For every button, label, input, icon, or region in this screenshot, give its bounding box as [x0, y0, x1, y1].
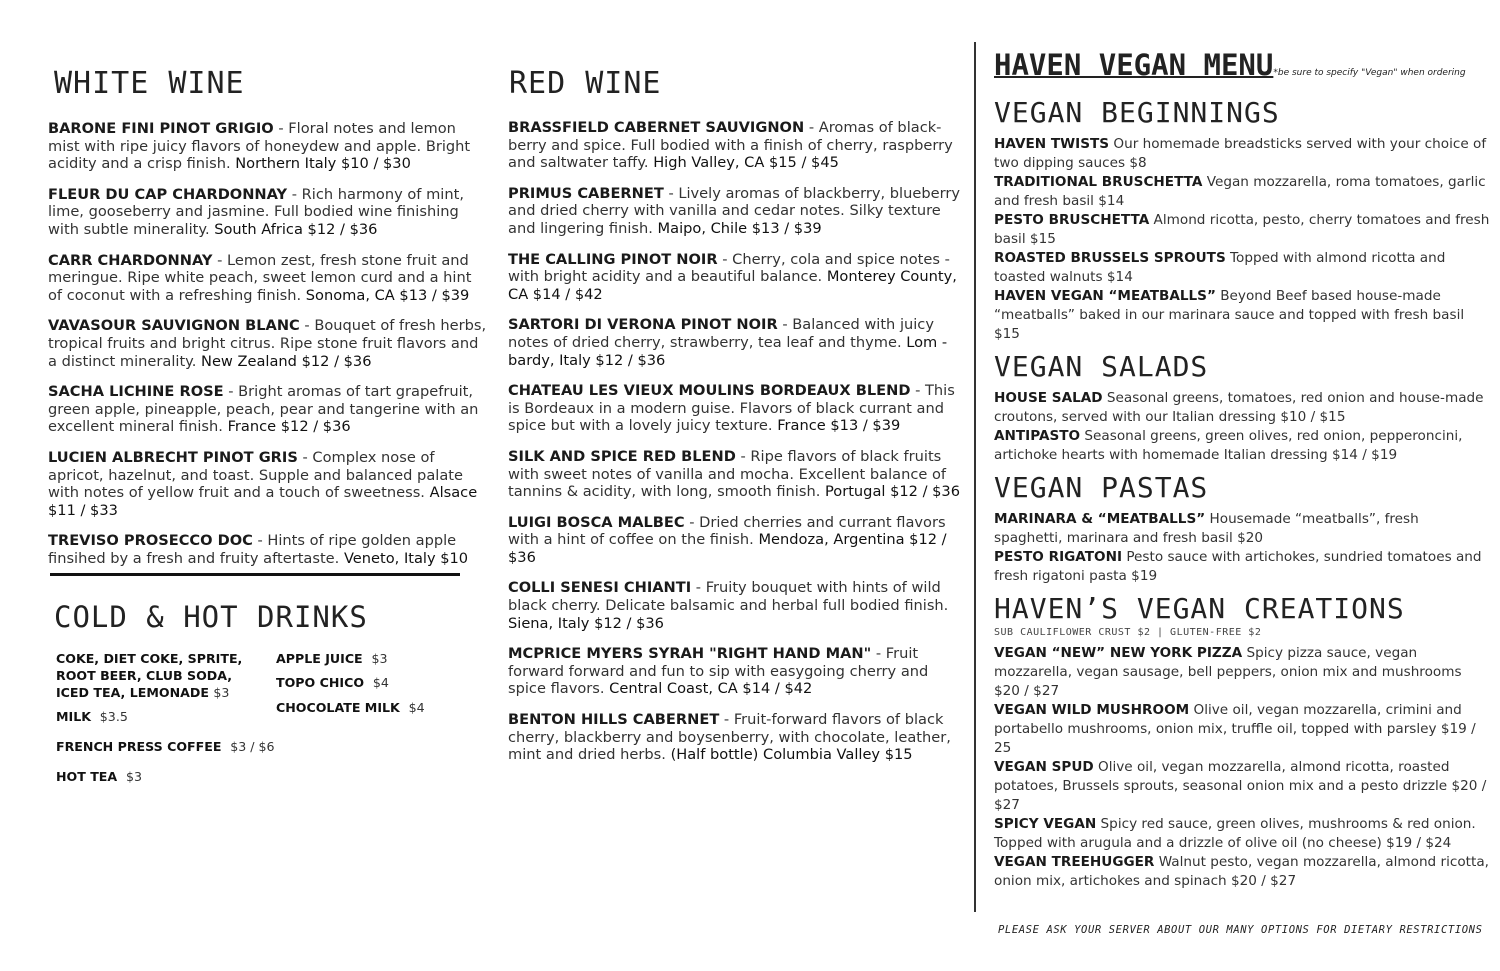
wine-description: Fruity bouquet with hints of wild black cherry. Delicate balsamic and herbal full bodied finish. — [508, 579, 949, 615]
wine-description: Bouquet of fresh herbs, tropical fruits and bright citrus. Ripe stone fruit flavors and a distinct minerality. — [48, 317, 487, 370]
wine-name: THE CALLING PINOT NOIR — [508, 250, 718, 268]
drink-name: CHOCOLATE MILK — [276, 700, 400, 715]
vegan-item-name: MARINARA & “MEATBALLS” — [994, 511, 1206, 527]
drink-name: TOPO CHICO — [276, 675, 365, 690]
white-wine-heading: WHITE WINE — [54, 66, 245, 101]
vegan-item-name: PESTO BRUSCHETTA — [994, 212, 1150, 228]
vegan-item-description: Housemade “meatballs”, fresh spaghetti, marinara and fresh basil $20 — [994, 511, 1419, 546]
vegan-salads-heading: VEGAN SALADS — [994, 350, 1209, 383]
wine-name: LUCIEN ALBRECHT PINOT GRIS — [48, 448, 298, 466]
vegan-creations-heading: HAVEN’S VEGAN CREATIONS — [994, 592, 1405, 625]
vegan-item-description: Spicy red sauce, green olives, mushrooms & red onion. Topped with arugula and a drizzle of olive oil (no cheese) $19 / $24 — [994, 816, 1476, 851]
wine-item — [48, 383, 488, 436]
vegan-item — [994, 173, 1490, 211]
vegan-item-description: Walnut pesto, vegan mozzarella, almond ricotta, onion mix, artichokes and spinach $20 / $27 — [994, 854, 1489, 889]
wine-sep: - — [273, 120, 289, 137]
vegan-item-description: Pesto sauce with artichokes, sundried tomatoes and fresh rigatoni pasta $19 — [994, 549, 1482, 584]
drinks-heading: COLD & HOT DRINKS — [54, 600, 368, 634]
drink-price: $3.5 — [99, 709, 128, 724]
wine-price: Northern Italy $10 / $30 — [235, 155, 411, 173]
wine-price: (Half bottle) Columbia Valley $15 — [670, 746, 913, 764]
wine-name: SACHA LICHINE ROSE — [48, 383, 224, 401]
drink-name: APPLE JUICE — [276, 651, 363, 666]
wine-item — [508, 251, 963, 304]
white-wine-list — [48, 120, 488, 580]
wine-item — [48, 186, 488, 239]
vegan-item-name: VEGAN “NEW” NEW YORK PIZZA — [994, 645, 1243, 661]
wine-description: Rich harmony of mint, lime, gooseberry and jasmine. Full bodied wine finishing with subtle minerality. — [48, 185, 464, 238]
wine-price: Maipo, Chile $13 / $39 — [657, 219, 822, 237]
vegan-item-name: HAVEN VEGAN “MEATBALLS” — [994, 288, 1216, 304]
wine-price: Mendoza, Argentina $12 / $36 — [508, 531, 947, 566]
wine-description: Fruit forward forward and fun to sip with easygoing cherry and spice flavors. — [508, 645, 929, 698]
wine-price: Sonoma, CA $13 / $39 — [305, 286, 470, 304]
vegan-item-name: PESTO RIGATONI — [994, 549, 1123, 565]
vegan-item-name: ROASTED BRUSSELS SPROUTS — [994, 250, 1226, 266]
wine-description: Balanced with juicy notes of dried cherry, strawberry, tea leaf and thyme. — [508, 316, 934, 351]
wine-sep: - — [684, 513, 700, 531]
wine-name: SARTORI DI VERONA PINOT NOIR — [508, 316, 778, 334]
wine-name: SILK AND SPICE RED BLEND — [508, 447, 736, 465]
wine-description: Bright aromas of tart grapefruit, green apple, pineapple, peach, pear and tangerine with an excellent mineral finish. — [48, 383, 479, 436]
wine-description: Aromas of black-berry and spice. Full bodied with a finish of cherry, raspberry and saltwater taffy. — [508, 119, 953, 172]
wine-item — [508, 711, 963, 764]
vegan-item — [994, 389, 1490, 427]
vegan-item-description: Our homemade breadsticks served with your choice of two dipping sauces $8 — [994, 136, 1487, 171]
drink-item — [276, 699, 425, 716]
wine-price: South Africa $12 / $36 — [214, 220, 378, 238]
drink-price: $3 — [125, 769, 142, 784]
vegan-item — [994, 853, 1490, 891]
drink-name: MILK — [56, 709, 92, 724]
vegan-item-name: ANTIPASTO — [994, 428, 1081, 444]
wine-sep: - — [663, 184, 679, 202]
wine-item — [508, 514, 963, 567]
vegan-menu-body — [994, 96, 1490, 891]
wine-sep: - — [299, 317, 315, 335]
wine-name: LUIGI BOSCA MALBEC — [508, 513, 685, 531]
wine-item — [48, 532, 488, 567]
section-divider — [50, 573, 460, 576]
drink-price: $3 — [213, 685, 230, 700]
vegan-pastas-heading: VEGAN PASTAS — [994, 471, 1209, 504]
vegan-item-description: Olive oil, vegan mozzarella, crimini and portabello mushrooms, onion mix, truffle oil, topped with parsley $19 / 25 — [994, 702, 1476, 756]
drink-price: $3 — [371, 651, 388, 666]
wine-item — [508, 316, 963, 369]
wine-item — [48, 317, 488, 370]
wine-description: Ripe flavors of black fruits with sweet notes of vanilla and mocha. Excellent balance of tannins & acidity, with long, smooth finish. — [508, 447, 947, 501]
drink-name: COKE, DIET COKE, SPRITE, ROOT BEER, CLUB SODA, ICED TEA, LEMONADE — [56, 651, 243, 700]
wine-sep: - — [717, 250, 733, 268]
wine-item — [48, 449, 488, 519]
vegan-item — [994, 644, 1490, 701]
wine-name: VAVASOUR SAUVIGNON BLANC — [48, 317, 300, 335]
wine-price: Central Coast, CA $14 / $42 — [609, 680, 813, 698]
wine-name: FLEUR DU CAP CHARDONNAY — [48, 185, 288, 203]
wine-price: Monterey County, CA $14 / $42 — [508, 268, 957, 303]
crust-options-note: SUB CAULIFLOWER CRUST $2 | GLUTEN-FREE $2 — [994, 627, 1262, 638]
wine-item — [508, 448, 963, 501]
wine-sep: - — [223, 383, 239, 401]
vegan-item-name: HOUSE SALAD — [994, 390, 1103, 406]
vegan-item-name: VEGAN WILD MUSHROOM — [994, 702, 1190, 718]
wine-description: Cherry, cola and spice notes - with bright acidity and a beautiful balance. — [508, 250, 950, 286]
wine-price: France $12 / $36 — [227, 418, 351, 436]
vegan-order-note: *be sure to specify "Vegan" when ordering — [1273, 68, 1466, 78]
drink-price: $4 — [408, 700, 425, 715]
vegan-item-description: Seasonal greens, tomatoes, red onion and house-made croutons, served with our Italian dressing $10 / $15 — [994, 390, 1484, 425]
wine-sep: - — [287, 185, 302, 203]
vegan-item — [994, 548, 1490, 586]
vegan-item-name: HAVEN TWISTS — [994, 136, 1110, 152]
wine-sep: - — [910, 382, 925, 400]
vegan-title-row — [994, 48, 1466, 82]
drink-price: $4 — [372, 675, 389, 690]
wine-price: Lom -bardy, Italy $12 / $36 — [508, 333, 948, 369]
wine-item — [508, 119, 963, 172]
vegan-item-description: Beyond Beef based house-made “meatballs” baked in our marinara sauce and topped with fresh basil $15 — [994, 288, 1465, 342]
wine-description: Dried cherries and currant flavors with a hint of coffee on the finish. — [508, 513, 946, 549]
wine-name: COLLI SENESI CHIANTI — [508, 579, 692, 597]
red-wine-list — [508, 119, 963, 777]
drink-price: $3 / $6 — [230, 739, 275, 754]
wine-sep: - — [212, 251, 227, 269]
wine-description: Lively aromas of blackberry, blueberry and dried cherry with vanilla and cedar notes. Silky texture and lingering finish. — [508, 184, 960, 237]
vegan-item-name: SPICY VEGAN — [994, 816, 1097, 832]
wine-name: CHATEAU LES VIEUX MOULINS BORDEAUX BLEND — [508, 382, 911, 400]
wine-price: France $13 / $39 — [777, 417, 901, 435]
wine-name: BARONE FINI PINOT GRIGIO — [48, 120, 274, 137]
wine-description: Lemon zest, fresh stone fruit and meringue. Ripe white peach, sweet lemon curd and a hint of coconut with a refreshing finish. — [48, 251, 472, 304]
drink-item — [56, 650, 256, 701]
wine-item — [508, 185, 963, 238]
wine-name: BENTON HILLS CABERNET — [508, 711, 720, 729]
wine-name: BRASSFIELD CABERNET SAUVIGNON — [508, 119, 805, 136]
wine-sep: - — [735, 447, 751, 465]
dietary-restrictions-note: PLEASE ASK YOUR SERVER ABOUT OUR MANY OPTIONS FOR DIETARY RESTRICTIONS — [998, 924, 1483, 936]
wine-sep: - — [719, 711, 734, 729]
vegan-item — [994, 287, 1490, 344]
drink-item — [56, 738, 275, 755]
vegan-item-name: VEGAN TREEHUGGER — [994, 854, 1155, 870]
wine-item — [48, 120, 488, 173]
wine-name: CARR CHARDONNAY — [48, 251, 213, 269]
wine-description: Hints of ripe golden apple finsihed by a fresh and fruity aftertaste. — [48, 532, 457, 567]
drink-item — [56, 768, 142, 785]
wine-item — [508, 645, 963, 698]
wine-sep: - — [804, 119, 819, 136]
wine-price: High Valley, CA $15 / $45 — [653, 154, 839, 172]
wine-name: TREVISO PROSECCO DOC — [48, 532, 253, 550]
wine-sep: - — [297, 448, 313, 466]
wine-description: Complex nose of apricot, hazelnut, and toast. Supple and balanced palate with notes of yellow fruit and a touch of sweetness. — [48, 448, 463, 502]
wine-item — [508, 382, 963, 435]
vegan-menu-title: HAVEN VEGAN MENU — [994, 48, 1274, 82]
wine-item — [508, 579, 963, 632]
wine-name: MCPRICE MYERS SYRAH "RIGHT HAND MAN" — [508, 645, 872, 663]
wine-sep: - — [252, 532, 268, 550]
wine-sep: - — [871, 645, 886, 663]
wine-description: This is Bordeaux in a modern guise. Flavors of black currant and spice but with a lovely juicy texture. — [508, 382, 955, 435]
wine-price: New Zealand $12 / $36 — [201, 352, 372, 370]
vegan-item-description: Vegan mozzarella, roma tomatoes, garlic and fresh basil $14 — [994, 174, 1486, 209]
wine-price: Siena, Italy $12 / $36 — [508, 614, 664, 632]
wine-price: Portugal $12 / $36 — [825, 483, 960, 501]
vegan-item-description: Topped with almond ricotta and toasted walnuts $14 — [994, 250, 1446, 285]
vegan-beginnings-heading: VEGAN BEGINNINGS — [994, 96, 1280, 129]
vegan-item — [994, 249, 1490, 287]
vegan-item — [994, 427, 1490, 465]
vegan-item — [994, 211, 1490, 249]
wine-sep: - — [777, 316, 793, 334]
vegan-item-description: Seasonal greens, green olives, red onion, pepperoncini, artichoke hearts with homemade Italian dressing $14 / $19 — [994, 428, 1463, 463]
vegan-item-description: Spicy pizza sauce, vegan mozzarella, vegan sausage, bell peppers, onion mix and mushrooms $20 / $27 — [994, 645, 1462, 699]
wine-price: Alsace $11 / $33 — [48, 484, 478, 519]
drink-item — [276, 650, 387, 667]
red-wine-heading: RED WINE — [509, 66, 662, 101]
vegan-item — [994, 701, 1490, 758]
wine-description: Floral notes and lemon mist with ripe juicy flavors of honeydew and apple. Bright acidity and a crisp finish. — [48, 120, 471, 173]
wine-price: Veneto, Italy $10 — [343, 549, 469, 567]
vegan-item-description: Olive oil, vegan mozzarella, almond ricotta, roasted potatoes, Brussels sprouts, seasonal onion mix and a pesto drizzle $20 / $27 — [994, 759, 1487, 813]
drink-item — [56, 708, 128, 725]
column-divider — [974, 42, 976, 912]
drink-name: HOT TEA — [56, 769, 118, 784]
vegan-item-name: VEGAN SPUD — [994, 759, 1094, 775]
vegan-item — [994, 758, 1490, 815]
wine-description: Fruit-forward flavors of black cherry, blackberry and boysenberry, with chocolate, leather, mint and dried herbs. — [508, 711, 951, 764]
vegan-item — [994, 510, 1490, 548]
drink-name: FRENCH PRESS COFFEE — [56, 739, 222, 754]
vegan-item — [994, 815, 1490, 853]
vegan-item — [994, 135, 1490, 173]
wine-item — [48, 252, 488, 305]
vegan-item-description: Almond ricotta, pesto, cherry tomatoes and fresh basil $15 — [994, 212, 1490, 247]
wine-sep: - — [691, 579, 706, 597]
vegan-item-name: TRADITIONAL BRUSCHETTA — [994, 174, 1203, 190]
drink-item — [276, 674, 389, 691]
wine-name: PRIMUS CABERNET — [508, 184, 664, 202]
